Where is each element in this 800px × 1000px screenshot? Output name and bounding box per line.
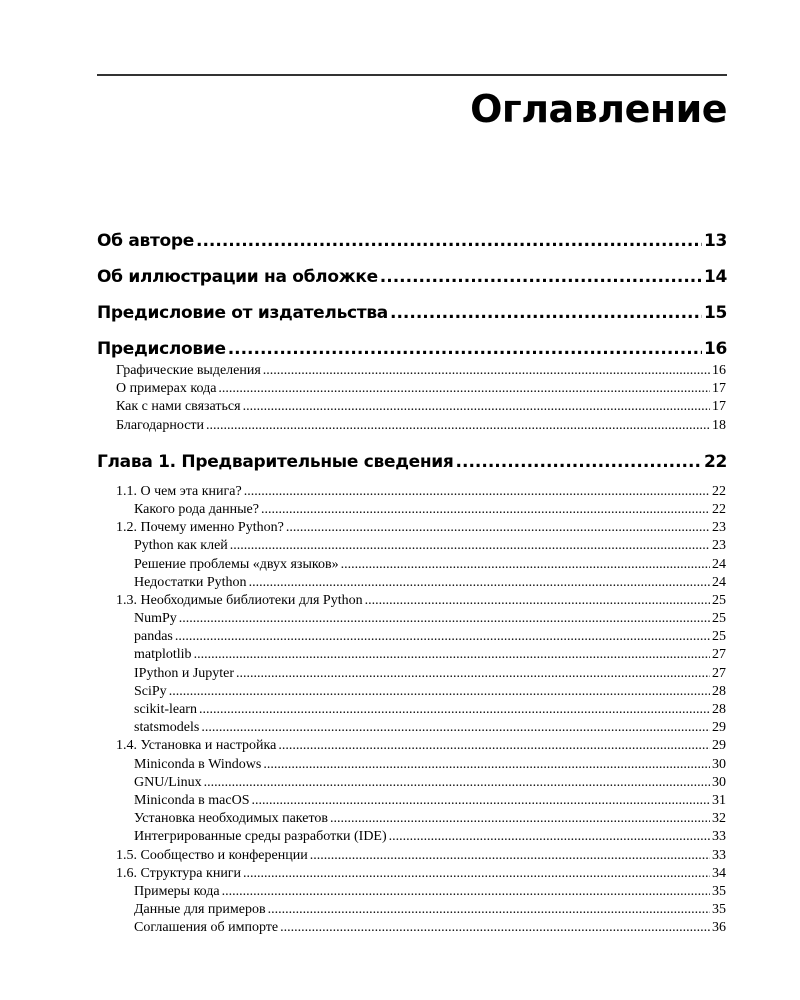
toc-entry-page: 17: [712, 381, 726, 397]
toc-entry-title: Какого рода данные?: [134, 501, 259, 517]
toc-entry-title: pandas: [134, 629, 173, 645]
toc-entry[interactable]: [97, 537, 727, 555]
toc-entry-about-author[interactable]: [97, 228, 727, 254]
toc-entry-page: 28: [712, 702, 726, 717]
toc-entry-title: Глава 1. Предварительные сведения: [97, 451, 454, 472]
dot-leader: [199, 701, 710, 719]
toc-entry-title: Python как клей: [134, 538, 228, 554]
toc-entry[interactable]: [97, 380, 727, 398]
toc-entry-title: 1.2. Почему именно Python?: [116, 520, 284, 536]
toc-entry-page: 25: [712, 629, 726, 645]
toc-entry-title: matplotlib: [134, 647, 192, 663]
toc-entry[interactable]: [97, 828, 727, 846]
toc-entry[interactable]: [97, 701, 727, 719]
dot-leader: [365, 592, 710, 610]
toc-entry[interactable]: [97, 865, 727, 883]
dot-leader: [263, 362, 710, 380]
toc-entry[interactable]: [97, 919, 727, 937]
toc-entry-page: 23: [712, 538, 726, 554]
toc-entry-page: 33: [712, 847, 726, 863]
dot-leader: [222, 883, 710, 901]
toc-entry-title: Примеры кода: [134, 883, 220, 899]
table-of-contents: [97, 228, 727, 937]
toc-entry-title: Предисловие: [97, 339, 226, 359]
dot-leader: [218, 380, 710, 398]
toc-entry-title: IPython и Jupyter: [134, 665, 235, 681]
toc-entry-title: Установка необходимых пакетов: [134, 811, 329, 827]
dot-leader: [380, 264, 702, 290]
toc-entry-page: 22: [703, 451, 727, 472]
dot-leader: [251, 792, 710, 810]
toc-entry-title: scikit-learn: [134, 702, 197, 717]
toc-entry-page: 25: [712, 592, 726, 608]
dot-leader: [206, 417, 710, 435]
toc-entry[interactable]: [97, 610, 727, 628]
dot-leader: [249, 574, 710, 592]
dot-leader: [268, 901, 710, 919]
toc-entry-title: Благодарности: [116, 417, 205, 433]
toc-entry-title: Интегрированные среды разработки (IDE): [134, 829, 387, 845]
toc-entry[interactable]: [97, 847, 727, 865]
toc-entry[interactable]: [97, 719, 727, 737]
toc-entry-preface[interactable]: [97, 336, 727, 362]
toc-entry-page: 25: [712, 611, 726, 627]
toc-entry-page: 16: [703, 339, 727, 359]
toc-entry[interactable]: [97, 362, 727, 380]
dot-leader: [341, 556, 710, 574]
toc-entry-title: 1.3. Необходимые библиотеки для Python: [116, 592, 363, 608]
toc-entry[interactable]: [97, 483, 727, 501]
toc-entry[interactable]: [97, 519, 727, 537]
toc-entry-title: Miniconda в macOS: [134, 792, 250, 808]
toc-entry-page: 24: [712, 574, 726, 590]
toc-entry-page: 27: [712, 665, 726, 681]
toc-entry-title: Об иллюстрации на обложке: [97, 267, 378, 287]
toc-entry-about-cover[interactable]: [97, 264, 727, 290]
toc-entry-title: 1.5. Сообщество и конференции: [116, 847, 308, 863]
toc-entry-title: Решение проблемы «двух языков»: [134, 556, 339, 572]
toc-entry-page: 30: [712, 756, 726, 772]
dot-leader: [278, 737, 710, 755]
toc-entry-page: 22: [712, 501, 726, 517]
page-title: Оглавление: [470, 87, 727, 131]
dot-leader: [456, 449, 702, 475]
toc-entry[interactable]: [97, 628, 727, 646]
toc-entry-title: 1.6. Структура книги: [116, 865, 242, 881]
toc-entry-page: 35: [712, 902, 726, 918]
toc-entry-title: SciPy: [134, 683, 167, 699]
dot-leader: [310, 847, 710, 865]
dot-leader: [179, 610, 710, 628]
toc-entry[interactable]: [97, 665, 727, 683]
toc-entry-page: 15: [703, 303, 727, 323]
dot-leader: [330, 810, 710, 828]
toc-entry-title: 1.4. Установка и настройка: [116, 738, 277, 754]
toc-entry-page: 32: [712, 811, 726, 827]
dot-leader: [236, 665, 710, 683]
book-page: [97, 0, 727, 1000]
toc-entry-page: 14: [703, 267, 727, 287]
toc-entry[interactable]: [97, 901, 727, 919]
dot-leader: [175, 628, 710, 646]
toc-entry-page: 23: [712, 520, 726, 536]
dot-leader: [169, 683, 710, 701]
toc-entry-page: 35: [712, 883, 726, 899]
toc-entry-chapter-1[interactable]: [97, 449, 727, 475]
toc-entry-page: 22: [712, 483, 726, 499]
toc-entry-title: GNU/Linux: [134, 774, 202, 790]
toc-entry[interactable]: [97, 417, 727, 435]
dot-leader: [244, 483, 710, 501]
dot-leader: [280, 919, 710, 937]
toc-entry-title: Miniconda в Windows: [134, 756, 262, 772]
dot-leader: [286, 519, 710, 537]
toc-entry[interactable]: [97, 501, 727, 519]
dot-leader: [390, 300, 702, 326]
toc-entry[interactable]: [97, 756, 727, 774]
toc-entry-title: 1.1. О чем эта книга?: [116, 483, 242, 499]
dot-leader: [243, 398, 710, 416]
toc-entry-page: 31: [712, 792, 726, 808]
dot-leader: [196, 228, 702, 254]
toc-entry[interactable]: [97, 574, 727, 592]
dot-leader: [243, 865, 710, 883]
toc-entry-page: 36: [712, 920, 726, 936]
dot-leader: [201, 719, 710, 737]
toc-entry-title: Графические выделения: [116, 363, 261, 378]
toc-entry[interactable]: [97, 774, 727, 792]
toc-entry[interactable]: [97, 398, 727, 416]
toc-entry-page: 27: [712, 647, 726, 663]
toc-entry-page: 29: [712, 720, 726, 736]
toc-entry-title: Как с нами связаться: [116, 399, 241, 415]
toc-entry[interactable]: [97, 810, 727, 828]
toc-entry[interactable]: [97, 646, 727, 664]
toc-entry-page: 18: [712, 417, 726, 433]
toc-entry[interactable]: [97, 883, 727, 901]
toc-entry[interactable]: [97, 737, 727, 755]
dot-leader: [204, 774, 710, 792]
toc-entry-page: 33: [712, 829, 726, 845]
dot-leader: [228, 336, 702, 362]
toc-entry-page: 28: [712, 683, 726, 699]
dot-leader: [263, 756, 710, 774]
toc-entry-title: Предисловие от издательства: [97, 303, 388, 323]
toc-entry-title: statsmodels: [134, 720, 200, 736]
toc-entry[interactable]: [97, 683, 727, 701]
toc-entry-title: Недостатки Python: [134, 574, 247, 590]
toc-entry-publisher-preface[interactable]: [97, 300, 727, 326]
toc-entry-page: 17: [712, 399, 726, 415]
dot-leader: [230, 537, 710, 555]
toc-entry-title: Данные для примеров: [134, 902, 266, 918]
toc-entry-title: NumPy: [134, 611, 177, 627]
toc-entry-page: 16: [712, 363, 726, 378]
toc-entry[interactable]: [97, 592, 727, 610]
dot-leader: [389, 828, 710, 846]
toc-entry-page: 13: [703, 231, 727, 251]
toc-entry-title: О примерах кода: [116, 381, 217, 397]
toc-entry-page: 30: [712, 774, 726, 790]
header-rule: [97, 74, 727, 76]
toc-entry[interactable]: [97, 556, 727, 574]
toc-entry[interactable]: [97, 792, 727, 810]
toc-entry-title: Об авторе: [97, 231, 195, 251]
toc-entry-page: 24: [712, 556, 726, 572]
toc-entry-title: Соглашения об импорте: [134, 920, 279, 936]
toc-entry-page: 34: [712, 865, 726, 881]
toc-entry-page: 29: [712, 738, 726, 754]
dot-leader: [261, 501, 710, 519]
dot-leader: [194, 646, 710, 664]
